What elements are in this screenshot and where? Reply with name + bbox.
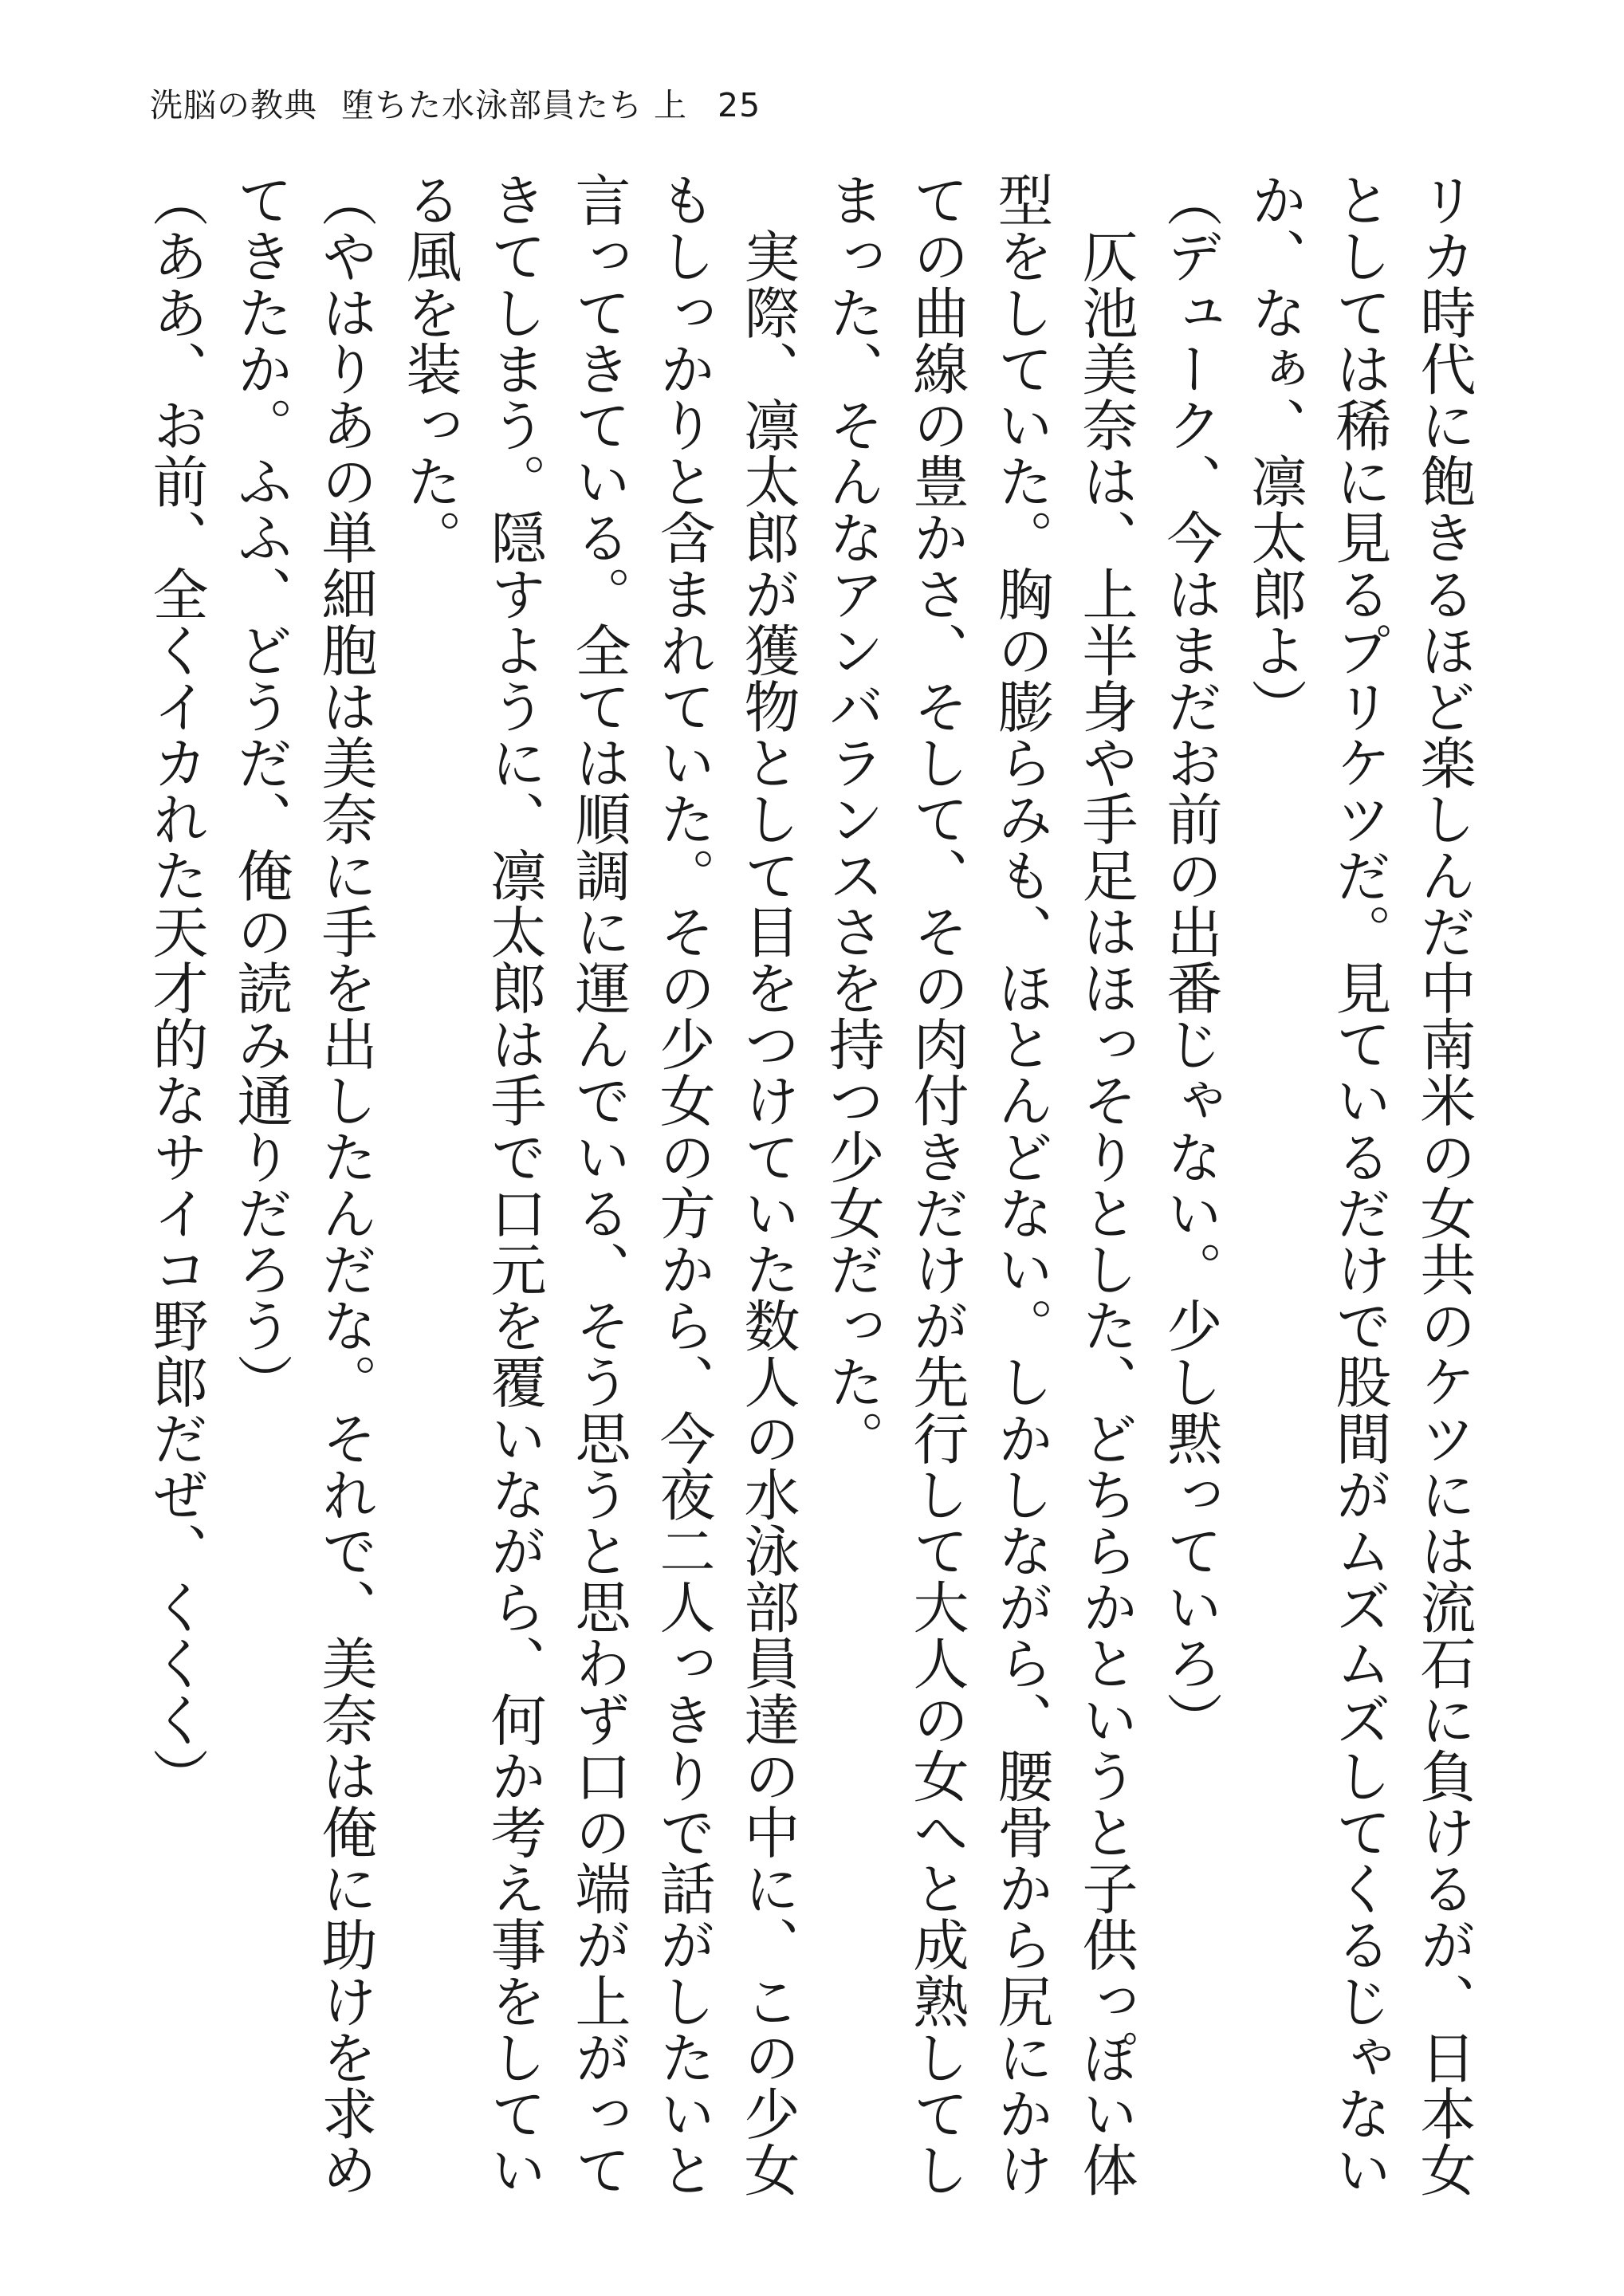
book-subtitle: 堕ちた水泳部員たち — [341, 86, 643, 124]
paragraph: （やはりあの単細胞は美奈に手を出したんだな。それで、美奈は俺に助けを求めてきたか。ふふ、どうだ、俺の読み通りだろう） — [228, 171, 378, 2198]
paragraph: リカ時代に飽きるほど楽しんだ中南米の女共のケツには流石に負けるが、日本女としては稀に見るプリケツだ。見ているだけで股間がムズムズしてくるじゃないか、なぁ、凛太郎よ） — [1242, 171, 1477, 2198]
book-title: 洗脳の教典 — [150, 86, 317, 124]
paragraph: 実際、凛太郎が獲物として目をつけていた数人の水泳部員達の中に、この少女もしっかりと含まれていた。その少女の方から、今夜二人っきりで話がしたいと言ってきている。全ては順調に運んでいる、そう思うと思わず口の端が上がってきてしまう。隠すように、凛太郎は手で口元を覆いながら、何か考え事をしている風を装った。 — [397, 171, 800, 2198]
volume-label: 上 — [654, 86, 687, 124]
paragraph: （デューク、今はまだお前の出番じゃない。少し黙っていろ） — [1158, 171, 1223, 1748]
page-number: 25 — [718, 86, 761, 124]
paragraph: 仄池美奈は、上半身や手足はほっそりとした、どちらかというと子供っぽい体型をしていた。胸の膨らみも、ほとんどない。しかしながら、腰骨から尻にかけての曲線の豊かさ、そして、その肉付きだけが先行して大人の女へと成熟してしまった、そんなアンバランスさを持つ少女だった。 — [820, 171, 1138, 2198]
paragraph: （ああ、お前、全くイカれた天才的なサイコ野郎だぜ、くくく） — [144, 171, 209, 1804]
vertical-body-text — [144, 171, 1486, 2212]
running-header — [150, 86, 761, 124]
